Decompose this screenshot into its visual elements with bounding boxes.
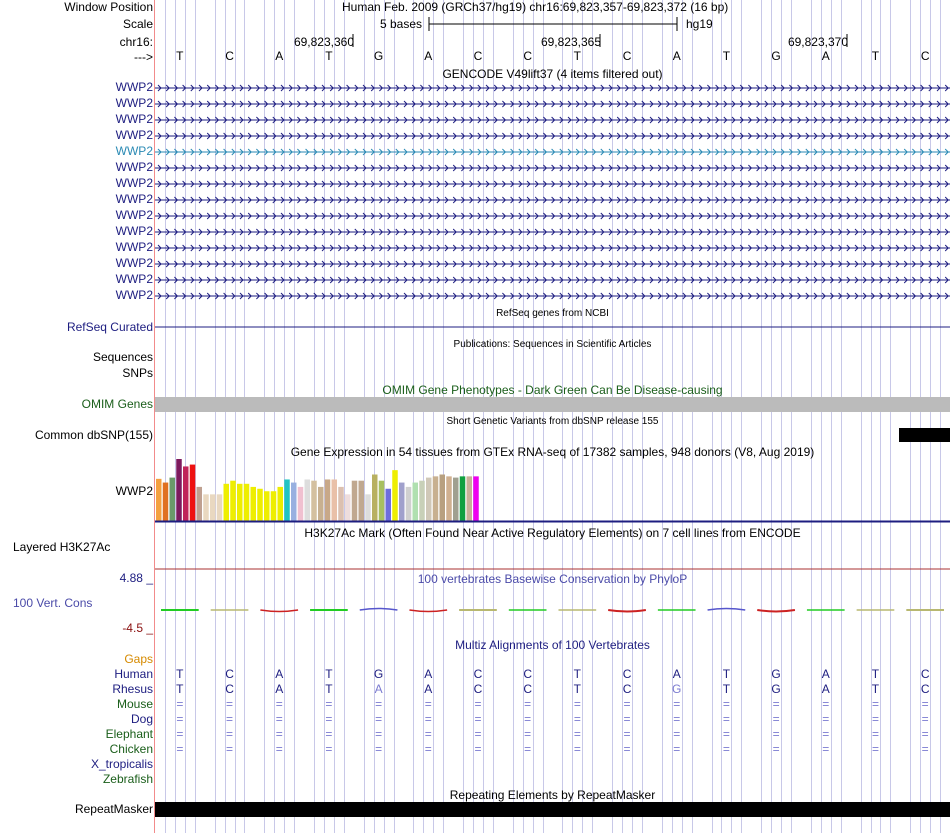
gencode-transcript-label[interactable]: WWP2 bbox=[115, 224, 153, 238]
multiz-base: = bbox=[325, 742, 333, 756]
multiz-base: C bbox=[622, 682, 632, 696]
gencode-transcript-label[interactable]: WWP2 bbox=[115, 80, 153, 94]
coord-tick-label: 69,823,365 bbox=[540, 35, 601, 49]
gtex-tissue-bar bbox=[392, 470, 398, 521]
cons-min-label: -4.5 _ bbox=[122, 621, 153, 635]
multiz-base: = bbox=[474, 712, 482, 726]
sequence-base: C bbox=[920, 49, 930, 63]
sequence-base: A bbox=[821, 49, 830, 63]
multiz-base: T bbox=[573, 682, 582, 696]
gtex-tissue-bar bbox=[433, 476, 439, 521]
scale-assembly: hg19 bbox=[686, 17, 713, 31]
cons-base-score bbox=[757, 610, 795, 612]
multiz-base: = bbox=[822, 727, 830, 741]
cons-max-label: 4.88 _ bbox=[119, 571, 153, 585]
gtex-tissue-bar bbox=[460, 476, 466, 521]
multiz-base: = bbox=[325, 727, 333, 741]
multiz-base: = bbox=[176, 742, 184, 756]
gencode-track-title[interactable]: GENCODE V49lift37 (4 items filtered out) bbox=[442, 67, 663, 81]
multiz-base: = bbox=[673, 697, 681, 711]
gencode-transcript-label[interactable]: WWP2 bbox=[115, 240, 153, 254]
gencode-transcript-intron[interactable] bbox=[155, 99, 950, 109]
gtex-tissue-bar bbox=[379, 481, 385, 521]
multiz-base: = bbox=[424, 727, 432, 741]
coord-tick-label: 69,823,360 bbox=[293, 35, 354, 49]
gtex-tissue-bar bbox=[224, 484, 230, 521]
multiz-base: = bbox=[822, 697, 830, 711]
multiz-base: = bbox=[375, 727, 383, 741]
gtex-tissue-bar bbox=[197, 487, 203, 521]
dbsnp-variant[interactable] bbox=[899, 428, 950, 442]
gtex-tissue-bar bbox=[284, 479, 290, 521]
publications-sequences-label: Sequences bbox=[92, 350, 153, 364]
multiz-base: = bbox=[474, 742, 482, 756]
gtex-tissue-bar bbox=[237, 484, 243, 521]
scale-label: Scale bbox=[122, 17, 153, 31]
multiz-track-title[interactable]: Multiz Alignments of 100 Vertebrates bbox=[455, 638, 650, 652]
gtex-tissue-bar bbox=[156, 479, 162, 521]
gtex-tissue-bar bbox=[406, 487, 412, 521]
multiz-base: A bbox=[821, 667, 830, 681]
multiz-base: = bbox=[275, 712, 283, 726]
gtex-tissue-bar bbox=[413, 483, 419, 521]
multiz-base: = bbox=[871, 712, 879, 726]
multiz-base: = bbox=[176, 697, 184, 711]
sequence-base: T bbox=[176, 49, 184, 63]
omim-label[interactable]: OMIM Genes bbox=[81, 397, 153, 411]
multiz-base: = bbox=[772, 727, 780, 741]
multiz-base: = bbox=[424, 697, 432, 711]
gencode-transcript-intron[interactable] bbox=[155, 259, 950, 269]
gencode-transcript-intron[interactable] bbox=[155, 211, 950, 221]
multiz-base: A bbox=[374, 682, 383, 696]
multiz-base: = bbox=[722, 742, 730, 756]
omim-track-title[interactable]: OMIM Gene Phenotypes - Dark Green Can Be Disease-causing bbox=[382, 383, 723, 397]
sequence-base: T bbox=[573, 49, 582, 63]
multiz-species-label[interactable]: Mouse bbox=[116, 697, 153, 711]
gencode-transcript-label[interactable]: WWP2 bbox=[115, 176, 153, 190]
multiz-base: = bbox=[722, 727, 730, 741]
multiz-base: A bbox=[275, 667, 284, 681]
sequence-base: C bbox=[473, 49, 483, 63]
h3k27ac-baseline bbox=[155, 568, 950, 570]
multiz-base: C bbox=[523, 682, 532, 696]
multiz-base: = bbox=[524, 697, 532, 711]
multiz-base: = bbox=[921, 742, 929, 756]
multiz-base: = bbox=[275, 727, 283, 741]
gtex-tissue-bar bbox=[264, 491, 270, 521]
multiz-base: = bbox=[623, 712, 631, 726]
h3k27ac-track-title[interactable]: H3K27Ac Mark (Often Found Near Active Regulatory Elements) on 7 cell lines from ENCODE bbox=[304, 526, 801, 540]
multiz-base: = bbox=[424, 742, 432, 756]
gtex-tissue-bar bbox=[183, 466, 189, 521]
multiz-base: = bbox=[176, 712, 184, 726]
gtex-tissue-bar bbox=[325, 479, 331, 521]
gencode-transcript-intron[interactable] bbox=[155, 83, 950, 93]
strand-label: ---> bbox=[134, 50, 153, 64]
multiz-base: = bbox=[772, 742, 780, 756]
gencode-transcript-intron[interactable] bbox=[155, 147, 950, 157]
scale-bar bbox=[428, 17, 683, 32]
sequence-base: A bbox=[424, 49, 433, 63]
multiz-base: T bbox=[325, 682, 333, 696]
multiz-base: G bbox=[771, 667, 781, 681]
multiz-base: C bbox=[473, 667, 483, 681]
multiz-base: = bbox=[722, 712, 730, 726]
multiz-base: = bbox=[375, 742, 383, 756]
gtex-tissue-bar bbox=[210, 494, 216, 521]
gtex-tissue-bar bbox=[359, 481, 365, 521]
multiz-base: = bbox=[772, 712, 780, 726]
multiz-base: T bbox=[325, 667, 333, 681]
cons-track-title[interactable]: 100 vertebrates Basewise Conservation by PhyloP bbox=[417, 572, 688, 586]
gtex-tissue-bar bbox=[426, 478, 432, 521]
multiz-base: = bbox=[573, 697, 581, 711]
multiz-base: = bbox=[673, 742, 681, 756]
gencode-transcript-label[interactable]: WWP2 bbox=[115, 288, 153, 302]
multiz-base: = bbox=[871, 727, 879, 741]
gtex-tissue-bar bbox=[372, 475, 378, 522]
gaps-label: Gaps bbox=[124, 652, 153, 666]
multiz-base: = bbox=[325, 697, 333, 711]
sequence-base: A bbox=[275, 49, 284, 63]
multiz-base: = bbox=[573, 727, 581, 741]
gtex-tissue-bar bbox=[365, 494, 371, 521]
multiz-base: = bbox=[623, 727, 631, 741]
multiz-base: = bbox=[275, 697, 283, 711]
multiz-base: C bbox=[920, 682, 930, 696]
repeatmasker-track-title[interactable]: Repeating Elements by RepeatMasker bbox=[449, 788, 656, 802]
gencode-transcript-label[interactable]: WWP2 bbox=[115, 96, 153, 110]
gtex-tissue-bar bbox=[217, 494, 223, 521]
multiz-base: = bbox=[623, 697, 631, 711]
cons-label[interactable]: 100 Vert. Cons bbox=[13, 596, 93, 610]
scale-text: 5 bases bbox=[380, 17, 423, 31]
gtex-tissue-bar bbox=[332, 479, 338, 521]
gencode-transcript-intron[interactable] bbox=[155, 227, 950, 237]
gtex-tissue-bar bbox=[440, 475, 446, 522]
gtex-tissue-bar bbox=[305, 479, 311, 521]
sequence-base: T bbox=[325, 49, 333, 63]
multiz-base: = bbox=[772, 697, 780, 711]
cons-base-score bbox=[409, 610, 447, 612]
gtex-tissue-bar bbox=[338, 487, 344, 521]
multiz-base: C bbox=[225, 667, 234, 681]
gtex-tissue-bar bbox=[291, 483, 297, 521]
gtex-tissue-bar bbox=[257, 489, 263, 521]
multiz-base: = bbox=[474, 727, 482, 741]
gtex-tissue-bar bbox=[446, 476, 452, 521]
gtex-tissue-bar bbox=[399, 483, 405, 521]
gtex-tissue-bar bbox=[244, 484, 250, 521]
cons-wiggle[interactable] bbox=[155, 600, 950, 622]
multiz-species-label[interactable]: Zebrafish bbox=[102, 772, 153, 786]
multiz-base: = bbox=[921, 727, 929, 741]
gtex-tissue-bar bbox=[176, 459, 182, 521]
multiz-base: C bbox=[523, 667, 532, 681]
refseq-gene-line[interactable] bbox=[155, 326, 950, 328]
gencode-transcript-label[interactable]: WWP2 bbox=[115, 192, 153, 206]
cons-base-score bbox=[708, 609, 746, 611]
repeatmasker-element[interactable] bbox=[155, 802, 950, 817]
gencode-transcript-intron[interactable] bbox=[155, 243, 950, 253]
gtex-tissue-bar bbox=[190, 465, 196, 521]
multiz-base: = bbox=[921, 712, 929, 726]
multiz-base: = bbox=[524, 712, 532, 726]
multiz-base: G bbox=[771, 682, 781, 696]
gtex-tissue-bar bbox=[311, 481, 317, 521]
multiz-base: G bbox=[373, 667, 384, 681]
publications-track-title[interactable]: Publications: Sequences in Scientific Articles bbox=[453, 339, 652, 350]
sequence-base: T bbox=[722, 49, 731, 63]
chrom-label: chr16: bbox=[119, 35, 153, 49]
multiz-base: T bbox=[871, 667, 880, 681]
gtex-tissue-bar bbox=[230, 481, 236, 521]
gtex-gene-label[interactable]: WWP2 bbox=[115, 484, 153, 498]
gtex-tissue-bar bbox=[271, 491, 277, 521]
refseq-label[interactable]: RefSeq Curated bbox=[66, 320, 153, 334]
h3k27ac-label[interactable]: Layered H3K27Ac bbox=[13, 540, 111, 554]
multiz-base: C bbox=[622, 667, 632, 681]
multiz-base: T bbox=[722, 682, 731, 696]
multiz-base: = bbox=[474, 697, 482, 711]
multiz-base: G bbox=[672, 682, 682, 696]
multiz-base: = bbox=[375, 697, 383, 711]
multiz-base: = bbox=[524, 742, 532, 756]
gtex-bar-chart[interactable] bbox=[155, 459, 950, 523]
repeatmasker-label[interactable]: RepeatMasker bbox=[74, 802, 153, 816]
gencode-transcript-intron[interactable] bbox=[155, 291, 950, 301]
gtex-tissue-bar bbox=[251, 487, 257, 521]
gencode-transcript-label[interactable]: WWP2 bbox=[115, 256, 153, 270]
gencode-transcript-intron[interactable] bbox=[155, 131, 950, 141]
sequence-base: C bbox=[523, 49, 532, 63]
multiz-base: = bbox=[722, 697, 730, 711]
cons-base-score bbox=[608, 610, 646, 612]
multiz-base: = bbox=[921, 697, 929, 711]
coord-ticks bbox=[352, 34, 852, 50]
multiz-base: = bbox=[623, 742, 631, 756]
sequence-base: C bbox=[225, 49, 234, 63]
multiz-base: A bbox=[821, 682, 830, 696]
window-position-label: Window Position bbox=[64, 0, 153, 14]
multiz-base: = bbox=[226, 697, 234, 711]
cons-base-score bbox=[360, 609, 398, 611]
gtex-tissue-bar bbox=[318, 487, 324, 521]
multiz-base: = bbox=[673, 727, 681, 741]
sequence-base: G bbox=[771, 49, 781, 63]
multiz-base: T bbox=[722, 667, 731, 681]
multiz-base: = bbox=[226, 742, 234, 756]
multiz-base: T bbox=[871, 682, 880, 696]
multiz-base: = bbox=[176, 727, 184, 741]
gtex-tissue-bar bbox=[386, 489, 392, 521]
multiz-base: A bbox=[275, 682, 284, 696]
gtex-tissue-bar bbox=[203, 494, 209, 521]
multiz-base: = bbox=[871, 742, 879, 756]
multiz-species-label[interactable]: Elephant bbox=[105, 727, 153, 741]
multiz-base: = bbox=[822, 742, 830, 756]
dbsnp-track-title[interactable]: Short Genetic Variants from dbSNP release 155 bbox=[446, 416, 659, 427]
sequence-base: A bbox=[672, 49, 681, 63]
multiz-species-label[interactable]: Dog bbox=[130, 712, 153, 726]
gencode-transcript-intron[interactable] bbox=[155, 195, 950, 205]
multiz-base: = bbox=[573, 742, 581, 756]
multiz-base: A bbox=[424, 682, 433, 696]
gtex-tissue-bar bbox=[170, 478, 176, 521]
gtex-tissue-bar bbox=[163, 483, 169, 521]
gencode-transcript-label[interactable]: WWP2 bbox=[115, 128, 153, 142]
gencode-transcript-intron[interactable] bbox=[155, 163, 950, 173]
multiz-species-label[interactable]: Chicken bbox=[109, 742, 153, 756]
multiz-base: C bbox=[473, 682, 483, 696]
gencode-transcript-label[interactable]: WWP2 bbox=[115, 112, 153, 126]
multiz-species-label[interactable]: Rhesus bbox=[112, 682, 153, 696]
multiz-base: T bbox=[176, 667, 184, 681]
gencode-transcript-label[interactable]: WWP2 bbox=[115, 272, 153, 286]
gencode-transcript-intron[interactable] bbox=[155, 275, 950, 285]
gtex-tissue-bar bbox=[473, 476, 479, 521]
multiz-base: T bbox=[573, 667, 582, 681]
sequence-base: C bbox=[622, 49, 632, 63]
multiz-base: = bbox=[871, 697, 879, 711]
gtex-tissue-bar bbox=[352, 481, 358, 521]
sequence-base: G bbox=[373, 49, 384, 63]
multiz-base: = bbox=[822, 712, 830, 726]
refseq-track-title[interactable]: RefSeq genes from NCBI bbox=[496, 308, 609, 319]
gtex-tissue-bar bbox=[278, 487, 284, 521]
multiz-base: = bbox=[524, 727, 532, 741]
multiz-base: = bbox=[424, 712, 432, 726]
cons-base-score bbox=[260, 610, 298, 612]
publications-snps-label: SNPs bbox=[122, 366, 153, 380]
gencode-transcript-label[interactable]: WWP2 bbox=[115, 160, 153, 174]
gencode-transcript-label[interactable]: WWP2 bbox=[115, 208, 153, 222]
multiz-base: = bbox=[375, 712, 383, 726]
gtex-tissue-bar bbox=[345, 494, 351, 521]
multiz-base: C bbox=[920, 667, 930, 681]
multiz-species-label[interactable]: Human bbox=[114, 667, 153, 681]
gtex-tissue-bar bbox=[467, 476, 473, 521]
multiz-base: = bbox=[673, 712, 681, 726]
multiz-base: A bbox=[424, 667, 433, 681]
gtex-tissue-bar bbox=[453, 478, 459, 521]
multiz-base: = bbox=[226, 727, 234, 741]
gencode-transcript-label[interactable]: WWP2 bbox=[115, 144, 153, 158]
gtex-tissue-bar bbox=[419, 481, 425, 521]
sequence-base: T bbox=[871, 49, 880, 63]
multiz-base: = bbox=[325, 712, 333, 726]
multiz-base: = bbox=[226, 712, 234, 726]
window-position-value[interactable]: Human Feb. 2009 (GRCh37/hg19) chr16:69,823,357-69,823,372 (16 bp) bbox=[342, 0, 729, 14]
multiz-base: T bbox=[176, 682, 184, 696]
dbsnp-label[interactable]: Common dbSNP(155) bbox=[34, 428, 153, 442]
gtex-tissue-bar bbox=[298, 487, 304, 521]
multiz-base: A bbox=[672, 667, 681, 681]
multiz-species-label[interactable]: X_tropicalis bbox=[90, 757, 153, 771]
omim-gene-bar[interactable] bbox=[155, 397, 950, 412]
gtex-track-title[interactable]: Gene Expression in 54 tissues from GTEx RNA-seq of 17382 samples, 948 donors (V8, Aug 2019) bbox=[290, 445, 815, 459]
multiz-base: C bbox=[225, 682, 234, 696]
gencode-transcript-intron[interactable] bbox=[155, 179, 950, 189]
multiz-base: = bbox=[573, 712, 581, 726]
coord-tick-label: 69,823,370 bbox=[787, 35, 848, 49]
gencode-transcript-intron[interactable] bbox=[155, 115, 950, 125]
multiz-base: = bbox=[275, 742, 283, 756]
